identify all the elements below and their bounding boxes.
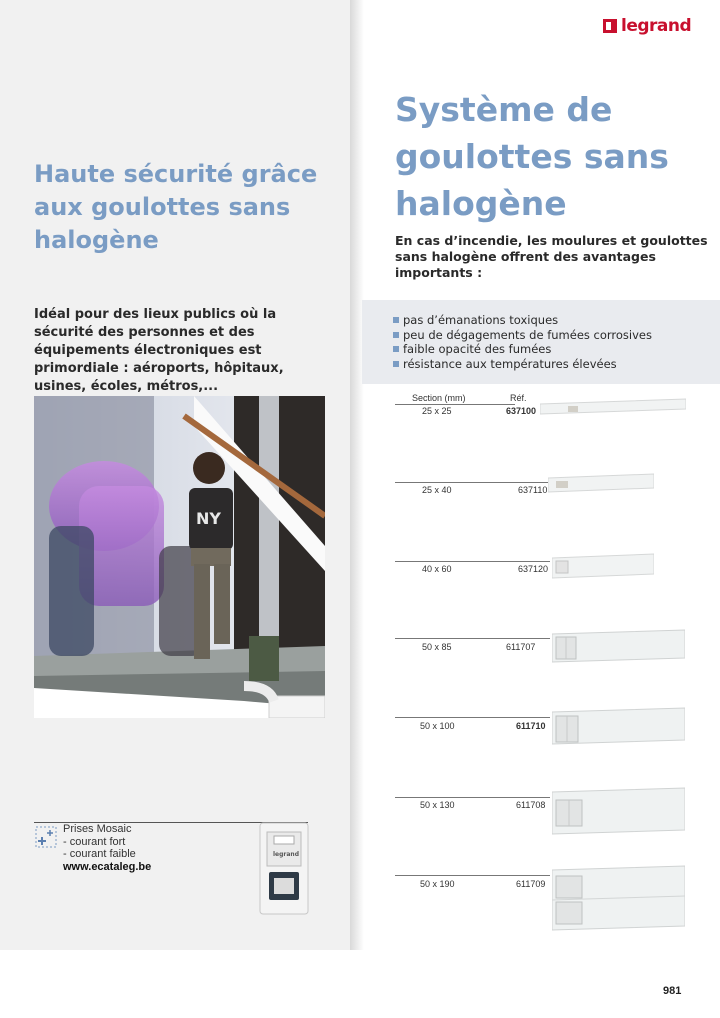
plus-cross-icon [35, 826, 57, 848]
mosaic-line-1: Prises Mosaic [63, 823, 132, 835]
staircase-illustration [34, 396, 325, 718]
table-row-ref: 611710 [516, 721, 546, 731]
trunking-25x40-image [548, 472, 654, 496]
trunking-40x60-image [552, 552, 654, 582]
table-row-ref: 637120 [518, 564, 549, 574]
benefit-item: résistance aux températures élevées [393, 357, 652, 372]
page-number: 981 [663, 985, 682, 997]
table-row-section: 25 x 25 [422, 406, 452, 416]
left-intro-text: Idéal pour des lieux publics où la sécurité des personnes et des équipements électroniques est primordiale : aéroports, hôpitaux, usines, écoles, métros,... [34, 307, 284, 394]
table-row-divider [395, 638, 550, 639]
trunking-25x25-image [540, 398, 686, 418]
benefit-item: peu de dégagements de fumées corrosives [393, 328, 652, 343]
right-heading: Système de goulottes sans halogène [395, 90, 669, 223]
left-heading: Haute sécurité grâce aux goulottes sans halogène [34, 160, 318, 254]
benefit-item: faible opacité des fumées [393, 342, 652, 357]
table-row-ref: 611708 [516, 800, 546, 810]
square-bullet-icon [393, 346, 399, 352]
table-row-divider [395, 561, 550, 562]
table-row-divider [395, 717, 550, 718]
table-row-section: 50 x 190 [420, 879, 455, 889]
table-row-ref: 637100 [506, 406, 537, 416]
table-row-divider [395, 482, 550, 483]
trunking-50x190-image [552, 864, 685, 936]
trunking-50x130-image [552, 786, 685, 838]
table-row-section: 40 x 60 [422, 564, 452, 574]
right-intro-text: En cas d’incendie, les moulures et goulottes sans halogène offrent des avantages importants : [395, 233, 708, 280]
mosaic-line-2: - courant fort [63, 835, 126, 848]
socket-brand-label: legrand [273, 851, 299, 858]
legrand-logo [603, 15, 691, 37]
table-row-section: 25 x 40 [422, 485, 452, 495]
page-fold-shadow [350, 0, 364, 950]
mosaic-socket-image [259, 822, 309, 915]
table-row-section: 50 x 100 [420, 721, 455, 731]
trunking-50x85-image [552, 628, 685, 668]
mosaic-url-link[interactable]: www.ecataleg.be [63, 860, 152, 873]
square-bullet-icon [393, 317, 399, 323]
table-row-divider [395, 875, 550, 876]
table-row-section: 50 x 130 [420, 800, 455, 810]
square-bullet-icon [393, 332, 399, 338]
table-row-ref: 637110 [518, 485, 548, 495]
trunking-50x100-image [552, 706, 685, 752]
table-row-ref: 611709 [516, 879, 546, 889]
benefits-list [393, 313, 652, 371]
table-row-ref: 611707 [506, 642, 536, 652]
legrand-logo-text: legrand [621, 16, 692, 36]
table-row-divider [395, 797, 550, 798]
benefits-box [362, 300, 720, 384]
section-column-header: Section (mm) [412, 393, 466, 403]
table-row-divider [395, 404, 515, 405]
benefit-item: pas d’émanations toxiques [393, 313, 652, 328]
shirt-print-text: NY [196, 509, 221, 528]
mosaic-line-3: - courant faible [63, 848, 136, 860]
legrand-logo-icon [603, 19, 617, 33]
square-bullet-icon [393, 361, 399, 367]
ref-column-header: Réf. [510, 393, 527, 403]
staircase-photo [34, 396, 325, 718]
mosaic-caption [63, 823, 151, 873]
table-row-section: 50 x 85 [422, 642, 452, 652]
